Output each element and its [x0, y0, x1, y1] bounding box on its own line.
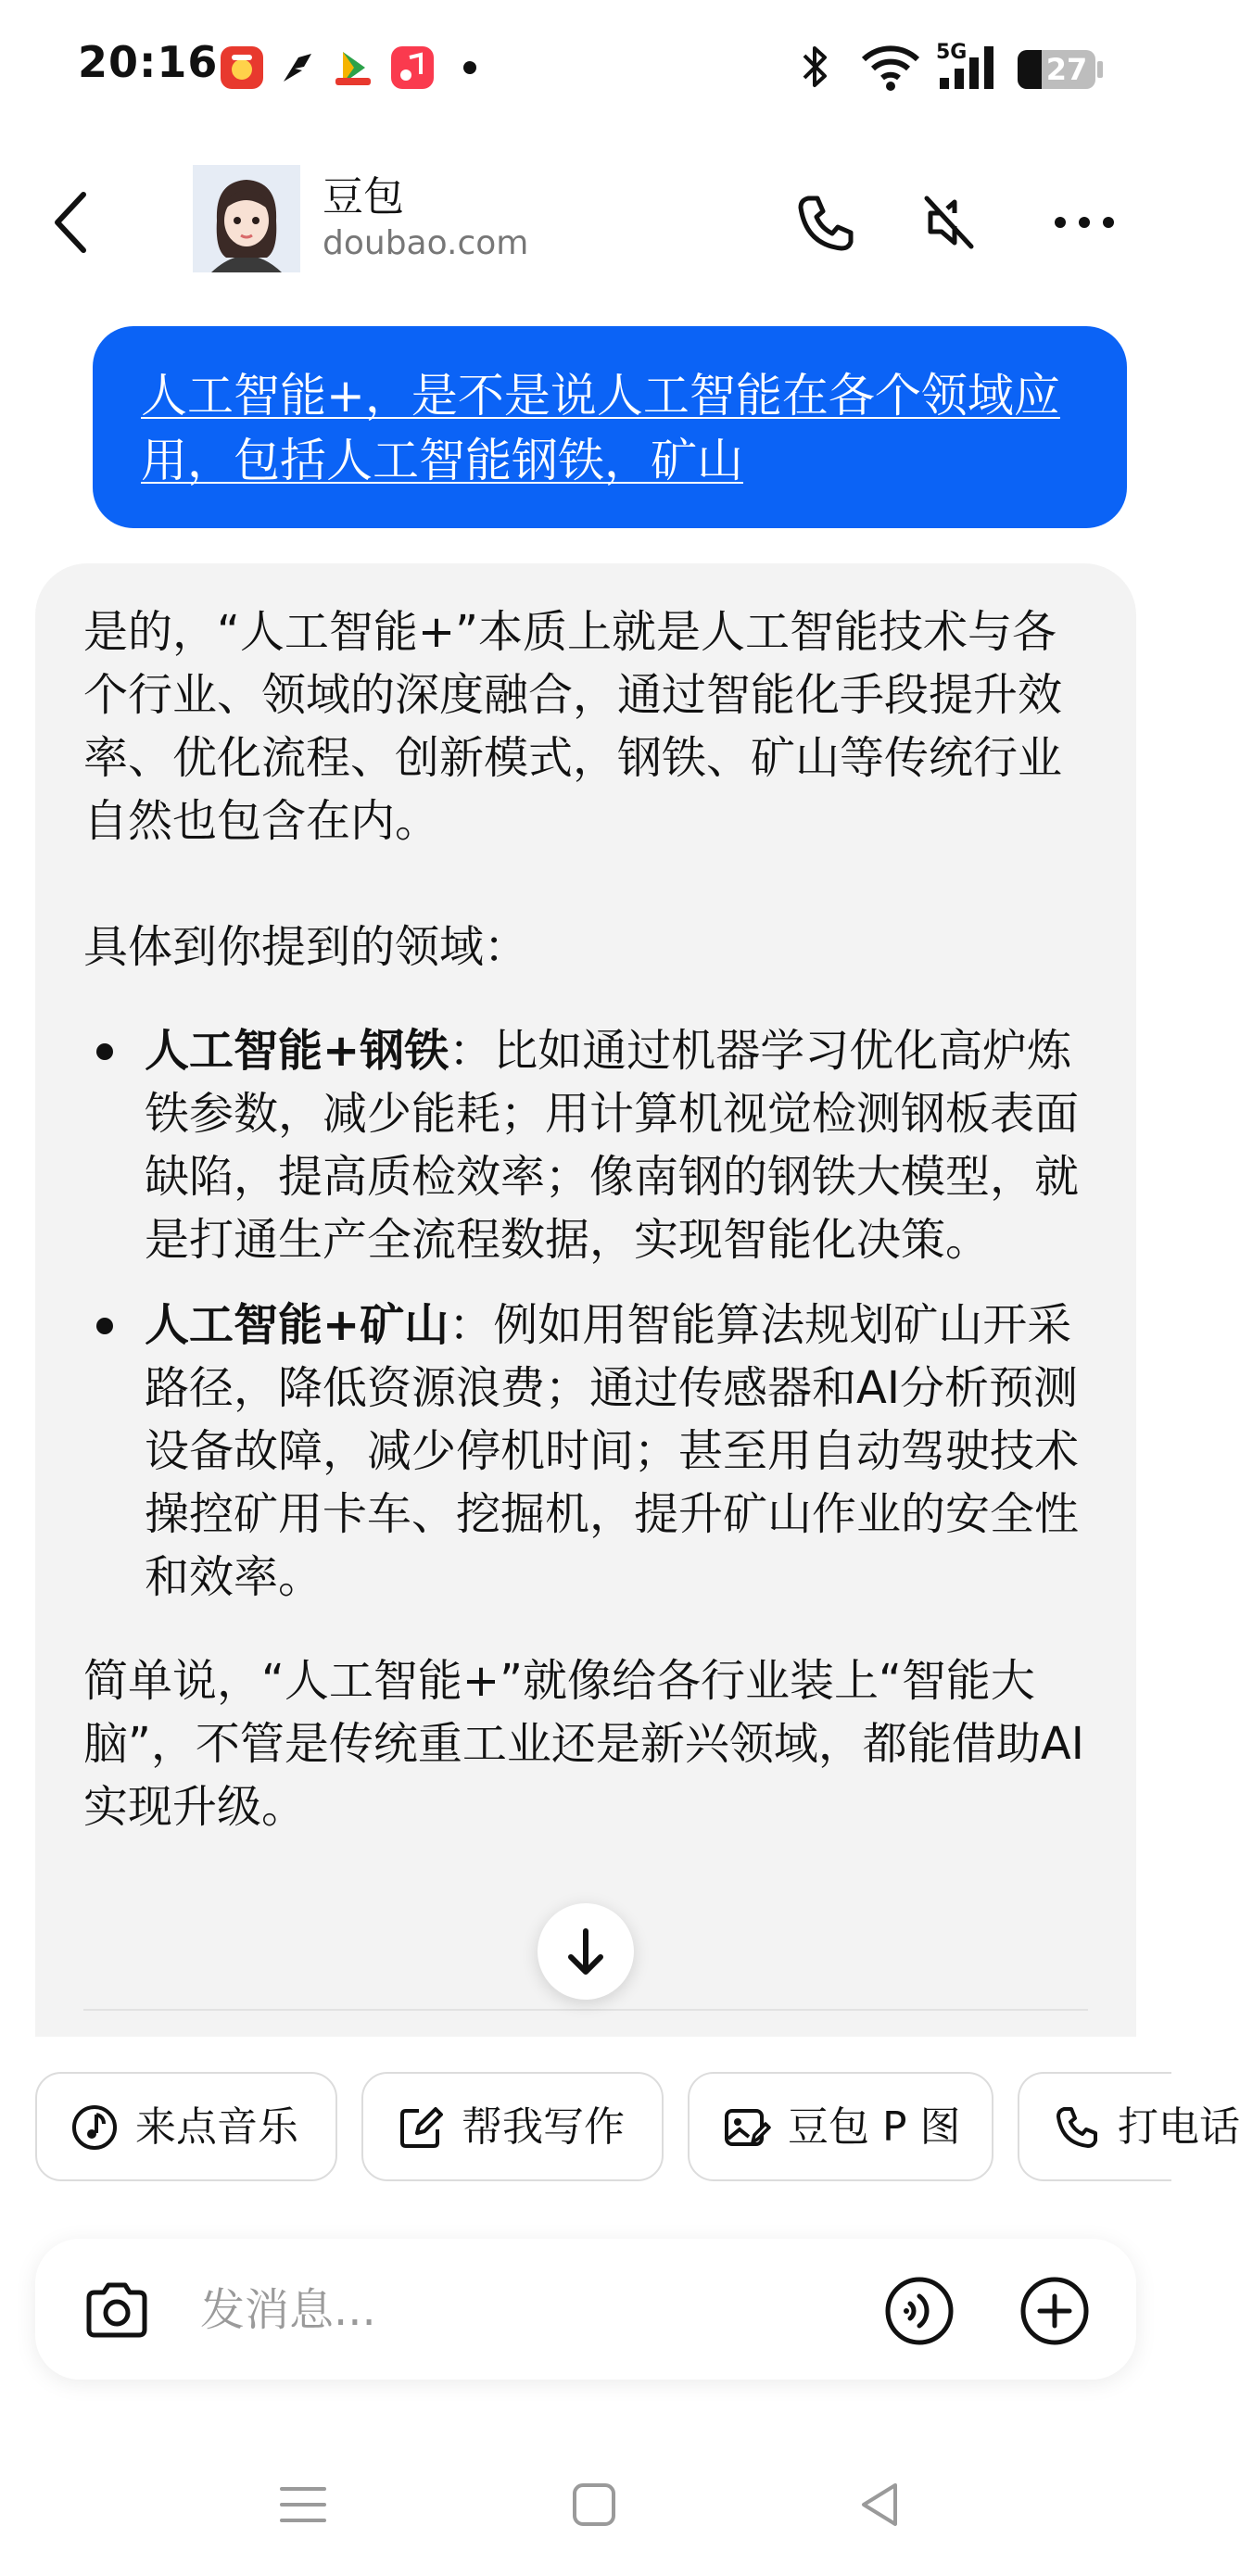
nav-back-button[interactable] [847, 2472, 912, 2537]
bluetooth-icon [799, 41, 832, 93]
contact-name: 豆包 [323, 173, 404, 221]
signal-icon [936, 41, 999, 93]
list-item [83, 1019, 1088, 1271]
nav-home-button[interactable] [562, 2472, 626, 2537]
user-message-bubble[interactable] [93, 326, 1127, 528]
quick-actions-bar [0, 2055, 1240, 2194]
battery-tip [1097, 61, 1103, 78]
quick-action-label: 来点音乐 [135, 2103, 298, 2151]
assistant-summary: 简单说，“人工智能+”就像给各行业装上“智能大脑”，不管是传统重工业还是新兴领域，都能借助AI实现升级。 [83, 1655, 1084, 1833]
image-edit-icon [721, 2102, 773, 2153]
voice-icon [882, 2274, 956, 2348]
back-triangle-icon [847, 2472, 912, 2537]
avatar[interactable] [193, 165, 300, 272]
list-item [83, 1294, 1088, 1609]
camera-icon [80, 2274, 154, 2348]
call-button[interactable] [788, 185, 862, 259]
status-time: 20:16 [78, 37, 219, 87]
arrow-down-icon [538, 1903, 634, 2000]
voice-button[interactable] [882, 2274, 956, 2348]
quick-action-label: 打电话 [1118, 2103, 1240, 2151]
menu-icon [271, 2472, 335, 2537]
phone-icon [1051, 2102, 1103, 2153]
plus-icon [1018, 2274, 1092, 2348]
more-button[interactable] [1047, 185, 1121, 259]
battery-icon [1018, 50, 1095, 89]
bullet-title: 人工智能+钢铁 [145, 1025, 449, 1077]
music-icon [69, 2102, 120, 2153]
camera-button[interactable] [80, 2274, 154, 2348]
quick-action-label: 帮我写作 [462, 2103, 625, 2151]
mute-button[interactable] [912, 185, 986, 259]
assistant-intro: 是的，“人工智能+”本质上就是人工智能技术与各个行业、领域的深度融合，通过智能化手段提升效率、优化流程、创新模式，钢铁、矿山等传统行业自然也包含在内。 [83, 606, 1063, 847]
message-input-bar [35, 2239, 1136, 2380]
back-icon [46, 185, 102, 259]
system-nav-bar [0, 2446, 1171, 2576]
message-divider [83, 2009, 1088, 2011]
quick-action-label: 豆包 P 图 [788, 2103, 961, 2151]
mute-icon [912, 185, 986, 259]
bullet-text: ：例如用智能算法规划矿山开采路径，降低资源浪费；通过传感器和AI分析预测设备故障，减少停机时间；甚至用自动驾驶技术操控矿用卡车、挖掘机，提升矿山作业的安全性和效率。 [145, 1299, 1080, 1603]
back-button[interactable] [46, 185, 102, 259]
bullet-text: ：比如通过机器学习优化高炉炼铁参数，减少能耗；用计算机视觉检测钢板表面缺陷，提高质检效率；像南钢的钢铁大模型，就是打通生产全流程数据，实现智能化决策。 [145, 1025, 1080, 1266]
chat-header [0, 148, 1171, 287]
phone-icon [788, 185, 862, 259]
quick-action-call[interactable] [1018, 2072, 1240, 2181]
quick-action-write[interactable] [361, 2072, 664, 2181]
music-app-icon [391, 46, 434, 89]
quick-action-image-edit[interactable] [688, 2072, 993, 2181]
wifi-icon [860, 41, 921, 93]
edit-icon [395, 2102, 447, 2153]
food-delivery-app-icon [221, 46, 263, 89]
status-bar [0, 0, 1171, 139]
quick-action-music[interactable] [35, 2072, 337, 2181]
network-type-label: 5G [936, 41, 968, 64]
notification-dot [463, 61, 476, 74]
add-button[interactable] [1018, 2274, 1092, 2348]
home-icon [562, 2472, 626, 2537]
contact-subtitle: doubao.com [323, 224, 529, 262]
scroll-to-bottom-button[interactable] [538, 1903, 634, 2000]
nav-menu-button[interactable] [271, 2472, 335, 2537]
game-app-icon [332, 46, 374, 89]
assistant-lead: 具体到你提到的领域： [83, 921, 529, 973]
message-input[interactable] [198, 2272, 851, 2348]
feather-app-icon [276, 46, 319, 89]
user-message-text: 人工智能+，是不是说人工智能在各个领域应用，包括人工智能钢铁，矿山 [141, 369, 1060, 487]
bullet-title: 人工智能+矿山 [145, 1299, 449, 1351]
more-icon [1047, 185, 1121, 259]
battery-level: 27 [1045, 52, 1088, 87]
assistant-message-bubble [35, 563, 1136, 2037]
assistant-bullet-list [83, 1019, 1088, 1609]
